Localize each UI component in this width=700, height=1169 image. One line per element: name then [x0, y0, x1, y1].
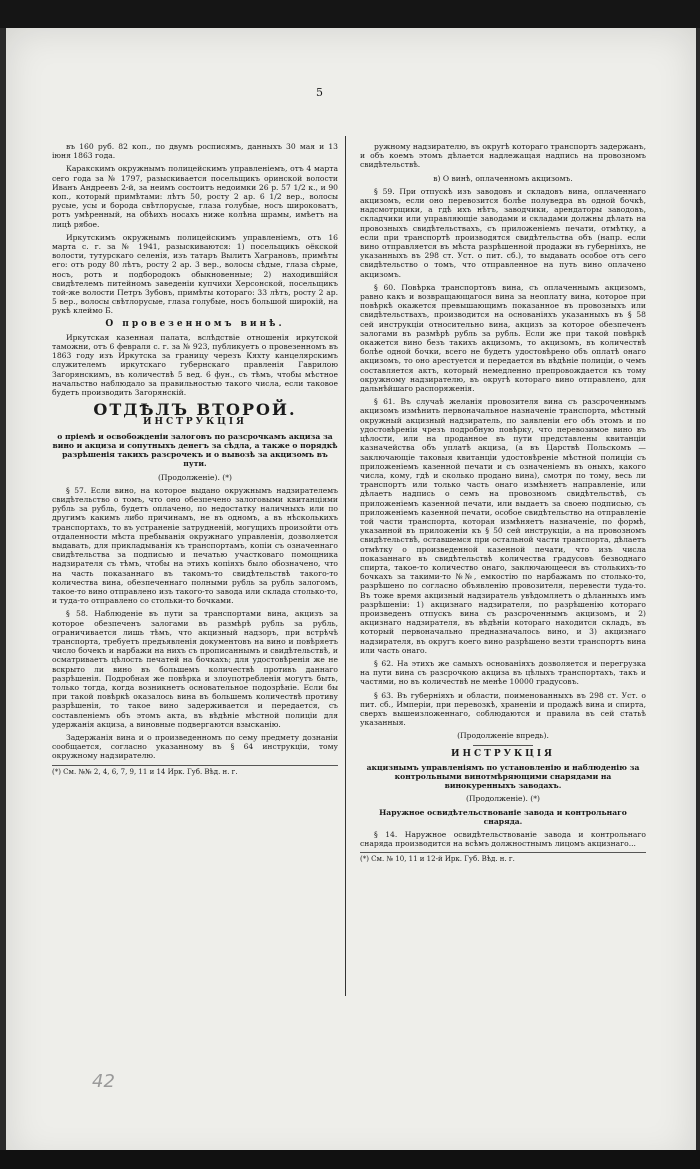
paragraph-59: § 59. При отпускѣ изъ заводовъ и складовъ вина, оплаченнаго акцизомъ, если оно перевозится болѣе полуведра въ одной бочкѣ, надсмотрщики, а гдѣ ихъ нѣтъ, заводчики, арендаторы заводовъ, складчики или управляющіе заводами и складами должны дѣлать на провозныхъ свидѣтельствахъ, съ приложеніемъ печати, отмѣтку, а если при транспортѣ производятся свидѣтельства объ (напр. если вино отправляется въ мѣста разрѣшенной продажи въ губерніяхъ, не указанныхъ въ 298 ст. Уст. о пит. сб.), то выдавать особое отъ сего свидѣтельство о томъ, что отправленное на путь вино оплачено акцизомъ.: [360, 186, 646, 279]
paragraph-58: § 58. Наблюденіе въ пути за транспортами вина, акцизъ за которое обезпеченъ залогами въ размѣрѣ рубль за рубль, ограничивается лишь тѣмъ, что акцизный надзоръ, при встрѣчѣ транспорта, требуетъ предъявленія документовъ на вино и повѣряетъ число бочекъ и нарбажи на нихъ съ прописаннымъ и свидѣтельствѣ, и осматриваетъ цѣлость печатей на бочкахъ; для удостовѣренія же не вскрыто ли вино въ большемъ количествѣ противъ даннаго разрѣшенія. Подробная же повѣрка и злоупотребленія могутъ быть, только тогда, когда возникнетъ основательное подозрѣніе. Если бы при такой повѣркѣ оказалось вина въ большемъ количествѣ противу разрѣшенія, то такое вино задерживается и передается, съ составленіемъ объ этомъ акта, въ вѣдѣніе мѣстной полиціи для удержанія акциза, а виновные подвергаются взысканію.: [52, 609, 338, 729]
scan-bottom-edge: [0, 1150, 700, 1169]
instruction-subtitle: о пріемѣ и освобожденіи залоговъ по разсрочкамъ акциза за вино и акциза и сопутныхъ денегъ за сѣдла, а также о порядкѣ разрѣшенія такихъ разсрочекъ и о вывозѣ за акцизомъ въ пути.: [52, 431, 338, 469]
instruction-subtitle-2: акцизнымъ управленіямъ по установленію и наблюденію за контрольными винотмѣряющими снарядами на винокуренныхъ заводахъ.: [366, 762, 640, 791]
subheading-wine: О провезенномъ винѣ.: [105, 318, 285, 329]
sub-heading: Наружное освидѣтельствованіе завода и контрольнаго снаряда.: [379, 807, 627, 826]
instruction-title: ИНСТРУКЦІЯ: [143, 417, 247, 428]
divider: [473, 745, 533, 746]
paragraph-63: § 63. Въ губерніяхъ и области, поименованныхъ въ 298 ст. Уст. о пит. сб., Имперіи, при перевозкѣ, храненіи и продажѣ вина и спирта, сверхъ вышеизложеннаго, соблюдаются и правила въ сей статьѣ указанныя.: [360, 690, 646, 728]
notice-paragraph: Иркутская казенная палата, вслѣдствіе отношенія иркутской таможни, отъ 6 февраля с. г. за № 923, публикуетъ о провезенномъ въ 1863 году изъ Иркутска за границу черезъ Кяхту канцелярскимъ служителемъ иркутскаго губернскаго правленія Гаврилою Загорянскимъ, въ количествѣ 5 вед. 6 фун., съ тѣмъ, чтобы мѣстное начальство наблюдало за правильностью такого числа, если таковое будетъ производить Загорянскій.: [52, 332, 338, 398]
footnote: (*) См. №№ 2, 4, 6, 7, 9, 11 и 14 Ирк. Губ. Вѣд. н. г.: [52, 765, 338, 777]
scan-top-edge: [0, 0, 700, 28]
page-number: 5: [316, 86, 323, 99]
right-column: [360, 142, 646, 869]
paragraph-14: § 14. Наружное освидѣтельствованіе завода и контрольнаго снаряда производится на всѣмъ должностнымъ лицомъ акцизнаго...: [360, 830, 646, 849]
notice-paragraph: ружному надзирателю, въ округѣ котораго транспортъ задержанъ, и объ коемъ этомъ дѣлается надлежащая надпись на провозномъ свидѣтельствѣ.: [360, 142, 646, 170]
notice-paragraph: Иркутскимъ окружнымъ полицейскимъ управленіемъ, отъ 16 марта с. г. за № 1941, разыскиваются: 1) посельщикъ оёкской волости, тутурскаго селенія, изъ татаръ Вылитъ Хаграновъ, примѣты его: отъ роду 80 лѣтъ, росту 2 ар. 3 вер., волосы сѣдые, глаза сѣрые, носъ, ротъ и подбородокъ обыкновенные; 2) находившійся свидѣтелемъ питейномъ заведеніи купчихи Херсонской, посельщикъ той-же волости Петръ Зубовъ, примѣты котораго: 33 лѣтъ, росту 2 ар. 5 вер., волосы свѣтлорусые, глаза голубые, носъ большой широкій, на рукѣ клеймо Б.: [52, 232, 338, 316]
instruction-title-2: ИНСТРУКЦІЯ: [451, 748, 555, 759]
paragraph-62: § 62. На этихъ же самыхъ основаніяхъ дозволяется и перегрузка на пути вина съ разсрочкою акциза въ цѣлыхъ транспортахъ, такъ и частями, но въ количествѣ не менѣе 10000 градусовъ.: [360, 658, 646, 687]
notice-paragraph: въ 160 руб. 82 коп., по двумъ росписямъ, данныхъ 30 мая и 13 іюня 1863 года.: [52, 142, 338, 161]
paragraph-58b: Задержанія вина и о произведенномъ по сему предмету дознаніи сообщается, согласно указанному въ § 64 инструкціи, тому окружному надзирателю.: [52, 732, 338, 761]
to-be-continued: (Продолженіе впредь).: [457, 731, 549, 741]
pencil-margin-note: 42: [92, 1071, 115, 1092]
continued-label-2: (Продолженіе). (*): [465, 794, 541, 804]
notice-paragraph: Каракскимъ окружнымъ полицейскимъ управленіемъ, отъ 4 марта сего года за № 1797, разыскивается посельщикъ оринской волости Иванъ Андреевъ 2-й, за неимъ состоитъ недоимки 26 р. 57 1/2 к., и 90 коп., который примѣтами: лѣтъ 50, росту 2 ар. 6 1/2 вер., волосы русые, усы и борода свѣтлорусые, глаза голубые, носъ широковатъ, ротъ умѣренный, на обѣихъ носахъ ниже колѣна шрамы, имѣетъ на лицѣ рябое.: [52, 164, 338, 229]
paragraph-57: § 57. Если вино, на которое выдано окружнымъ надзирателемъ свидѣтельство о томъ, что оно обезпечено залоговыми квитанціями рубль за рубль, будетъ оплачено, по недостатку наличныхъ или по другимъ какимъ либо причинамъ, не въ одномъ, а въ нѣсколькихъ транспортахъ, то въ устраненіе затрудненій, могущихъ произойти отъ отдаленности мѣста пребыванія окружнаго управленія, дозволяется выдавать, для прикладыванія къ транспортамъ, копіи съ означеннаго свидѣтельства за подписью и печатью участковаго помощника надзирателя съ тѣмъ, чтобы на этихъ копіяхъ было обозначено, что на часть показаннаго въ такомъ-то свидѣтельствѣ такого-то количества вина, обезпеченнаго полными рубль за рубль залогомъ, такое-то вино отправлено изъ такого-то завода или склада столько-то, и туда-то отправлено со стольки-то бочками.: [52, 485, 338, 606]
paragraph-60: § 60. Повѣрка транспортовъ вина, съ оплаченнымъ акцизомъ, равно какъ и возвращающагося вина за неоплату вина, которое при повѣркѣ окажется превышающимъ показанное въ провозныхъ или свидѣтельствахъ, производится на основаніяхъ указанныхъ въ § 58 сей инструкціи относительно вина, акцизъ за которое обезпеченъ залогами въ размѣрѣ рубль за рубль. Если же при такой повѣркѣ окажется вино безъ такихъ акцизомъ, то акцизомъ, въ количествѣ болѣе одной бочки, всего не будетъ удостовѣрено объ оплатѣ онаго акцизомъ, то оно арестуется и передается въ вѣдѣніе полиціи, о чемъ составляется актъ, который немедленно препровождается къ тому окружному надзирателю, въ округѣ котораго вино отправлено, для дальнѣйшаго распоряженія.: [360, 282, 646, 394]
subheading-paid: в) О винѣ, оплаченномъ акцизомъ.: [433, 173, 573, 183]
footnote: (*) См. № 10, 11 и 12-й Ирк. Губ. Вѣд. н. г.: [360, 852, 646, 864]
column-separator: [345, 136, 346, 996]
continued-label: (Продолженіе). (*): [157, 472, 233, 482]
paragraph-61: § 61. Въ случаѣ желанія провозителя вина съ разсроченнымъ акцизомъ измѣнить первоначальное назначеніе транспорта, мѣстный окружный акцизный надзиратель, по заявленіи его объ этомъ и по удостовѣреніи чрезъ подробную повѣрку, что перевозимое вино въ цѣлости, или на проданное въ пути представлены квитанціи казначейства объ уплатѣ акциза, (а въ Царствѣ Польскомъ — заключающіе таковыя квитанціи удостовѣреніе мѣстной полиціи съ приложеніемъ казенной печати и съ означеніемъ въ оныхъ, какого числа, кому, гдѣ и сколько продано вина), смотря по тому, весь ли транспортъ или только часть онаго измѣняетъ направленіе, или дѣлаетъ надпись о семъ на провозномъ свидѣтельствѣ, съ приложеніемъ казенной печати, или выдаетъ за своею подписью, съ приложеніемъ казенной печати, особое свидѣтельство на отправленіе той части транспорта, которая измѣняетъ назначеніе, по формѣ, указанной въ приложеніи къ § 50 сей инструкціи, а на провозномъ свидѣтельствѣ, оставшемся при остальной части транспорта, дѣлаетъ отмѣтку о произведенной казенной печати, что изъ числа показаннаго въ свидѣтельствѣ количества градусовъ безводнаго спирта, такое-то количество онаго, заключающееся въ столькихъ-то бочкахъ за такими-то №№, емкостію по нарбажамъ по столько-то, разрѣшено по согласно объявленію провозителя, перевести туда-то. Въ тоже время акцизный надзиратель увѣдомляетъ о дѣланныхъ имъ разрѣшеніи: 1) акцизнаго надзирателя, по разрѣшенію котораго произведенъ отпускъ вина съ разсроченнымъ акцизомъ, и 2) акцизнаго надзирателя, въ вѣдѣніи котораго находится складъ, въ который первоначально предназначалось вино, и 3) акцизнаго надзирателя, въ округъ коего вино разрѣшено везти транспортъ вина или часть онаго.: [360, 397, 646, 655]
left-column: [52, 142, 338, 781]
section-title: ОТДѢЛЪ ВТОРОЙ.: [93, 400, 297, 420]
